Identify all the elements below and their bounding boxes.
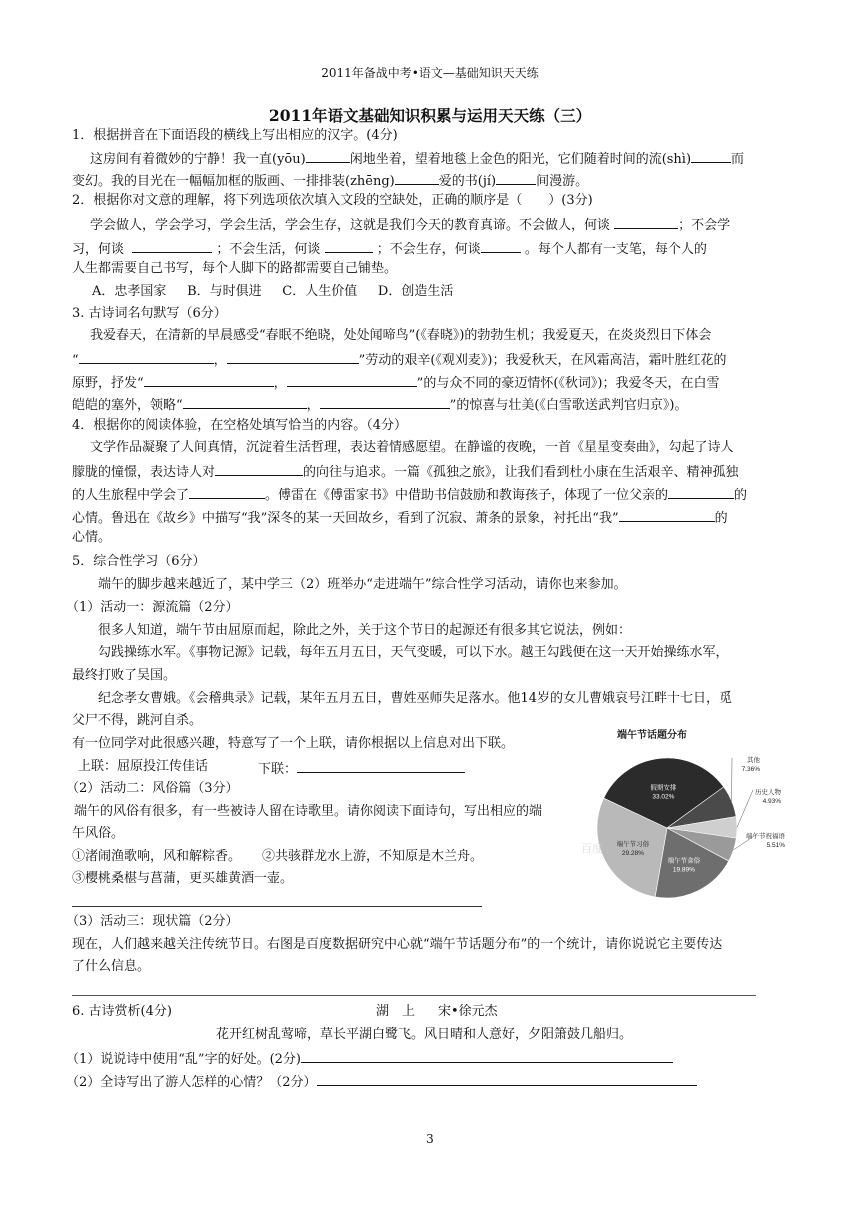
- pie-value-label: 7.36%: [741, 766, 760, 773]
- q2-option-b[interactable]: B．与时俱进: [187, 284, 262, 299]
- q1-blank-shi[interactable]: [691, 149, 731, 163]
- q4-line2: 朦胧的憧憬，表达诗人对 的向往与追求。一篇《孤独之旅》，让我们看到杜小康在生活艰辛、精神孤独: [72, 462, 739, 481]
- q3-blank-5[interactable]: [183, 395, 307, 409]
- q2-blank-4[interactable]: [481, 239, 521, 253]
- q2-blank-3[interactable]: [325, 239, 373, 253]
- q1-blank-you[interactable]: [306, 149, 350, 163]
- pie-label: 假期安排: [650, 784, 677, 792]
- pie-slices: [597, 758, 737, 898]
- q3-blank-2[interactable]: [227, 350, 359, 364]
- q4-line5: 心情。: [72, 530, 112, 545]
- q1-line1: 这房间有着微妙的宁静！我一直(yōu) 闲地坐着，望着地毯上金色的阳光，它们随着时间的流(shì) 而: [90, 149, 744, 168]
- chart-title: 端午节话题分布: [617, 730, 687, 741]
- q5-couplet-up: 上联：屈原投江传佳话: [78, 759, 209, 774]
- q4-heading: 4．根据你的阅读体验，在空格处填写恰当的内容。（4分）: [72, 418, 408, 433]
- chart-watermark: 百度: [581, 843, 603, 855]
- page-number: 3: [426, 1132, 434, 1146]
- pie-label: 端午节食俗: [667, 857, 701, 865]
- q2-option-d[interactable]: D．创造生活: [377, 284, 454, 299]
- q5-a3-para-line2: 了什么信息。: [72, 959, 151, 974]
- q5-couplet-down-blank[interactable]: [297, 759, 465, 773]
- q6-sub1-answer-line[interactable]: [301, 1049, 673, 1063]
- q5-a3-para-line1: 现在，人们越来越关注传统节日。右图是百度数据研究中心就“端午节话题分布”的一个统计，请你说说它主要传达: [72, 937, 723, 952]
- q5-a1-para2-line1: 勾践操练水军。《事物记源》记载，每年五月五日，天气变暖，可以下水。越王勾践便在这一天开始操练水军，: [98, 645, 729, 660]
- q3-heading: 3. 古诗词名句默写（6分）: [72, 306, 227, 321]
- q6-poem-text: 花开红树乱莺啼，草长平湖白鹭飞。风日晴和人意好，夕阳箫鼓几船归。: [216, 1027, 633, 1042]
- q5-intro: 端午的脚步越来越近了，某中学三（2）班举办“走进端午”综合性学习活动，请你也来参加。: [98, 577, 627, 592]
- q3-line1: 我爱春天，在清新的早晨感受“春眠不绝晓，处处闻啼鸟”(《春晓》)的勃勃生机；我爱夏天，在炎炎烈日下体会: [90, 328, 712, 343]
- q3-blank-6[interactable]: [320, 395, 450, 409]
- q4-line1: 文学作品凝聚了人间真情，沉淀着生活哲理，表达着情感愿望。在静谧的夜晚，一首《星星变奏曲》，勾起了诗人: [90, 440, 734, 455]
- q2-blank-2[interactable]: [132, 239, 212, 253]
- q3-blank-1[interactable]: [79, 350, 214, 364]
- q5-a1-para3-line2: 父尸不得，跳河自杀。: [72, 713, 203, 728]
- q6-poem-author: 宋•徐元杰: [438, 1004, 498, 1019]
- q3-blank-3[interactable]: [144, 373, 274, 387]
- q3-line3: 原野，抒发“ ， ”的与众不同的豪迈情怀(《秋词》)；我爱冬天，在白雪: [72, 373, 719, 392]
- topic-distribution-pie-chart: [581, 722, 785, 912]
- pie-value-label: 33.02%: [652, 793, 675, 801]
- pie-label: 历史人物: [755, 789, 781, 796]
- q5-poem-3: ③樱桃桑椹与菖蒲，更买雄黄酒一壶。: [72, 871, 294, 886]
- q4-line3: 的人生旅程中学会了 。傅雷在《傅雷家书》中借助书信鼓励和教诲孩子，体现了一位父亲的 的: [72, 485, 747, 504]
- q6-heading: 6. 古诗赏析(4分): [72, 1004, 172, 1019]
- q2-blank-1[interactable]: [614, 215, 678, 229]
- q5-a2-para-line2: 午风俗。: [72, 826, 125, 841]
- q5-a1-para3-line1: 纪念孝女曹娥。《会稽典录》记载，某年五月五日，曹姓巫师失足落水。他14岁的女儿曹娥哀号江畔十七日，觅: [98, 691, 733, 706]
- q1-heading: 1．根据拼音在下面语段的横线上写出相应的汉字。(4分): [72, 128, 398, 143]
- q1-blank-zheng[interactable]: [395, 171, 439, 185]
- page-title: 2011年语文基础知识积累与运用天天练（三）: [268, 106, 592, 125]
- q2-line3: 人生都需要自己书写，每个人脚下的路都需要自己铺垫。: [72, 261, 398, 276]
- q2-line2: 习，何谈 ；不会生活，何谈 ；不会生存，何谈 。每个人都有一支笔，每个人的: [72, 239, 707, 258]
- q2-line1: 学会做人，学会学习，学会生活，学会生存，这就是我们今天的教育真谛。不会做人，何谈 ；不会学: [90, 215, 730, 234]
- pie-value-label: 4.93%: [762, 798, 781, 805]
- pie-label: 端午节习俗: [616, 840, 650, 848]
- q6-sub2: （2）全诗写出了游人怎样的心情？（2分）: [66, 1072, 697, 1091]
- q3-line2: “ ， ”劳动的艰辛(《观刈麦》)；我爱秋天，在风霜高洁，霜叶胜红花的: [72, 350, 726, 369]
- q5-a1-para1: 很多人知道，端午节由屈原而起，除此之外，关于这个节日的起源还有很多其它说法，例如：: [98, 623, 632, 638]
- q5-activity2-heading: （2）活动二：风俗篇（3分）: [66, 781, 239, 796]
- q4-blank-1[interactable]: [215, 462, 303, 476]
- q4-blank-2[interactable]: [189, 485, 265, 499]
- q2-option-a[interactable]: A．忠孝国家: [92, 284, 167, 299]
- pie-value-label: 19.89%: [672, 866, 695, 874]
- q4-blank-4[interactable]: [619, 508, 715, 522]
- q5-activity3-heading: （3）活动三：现状篇（2分）: [66, 914, 239, 929]
- q5-poem-2: ②共骇群龙水上游，不知原是木兰舟。: [262, 849, 484, 864]
- q5-activity1-heading: （1）活动一：源流篇（2分）: [66, 600, 239, 615]
- q4-blank-3[interactable]: [668, 485, 734, 499]
- pie-value-label: 29.28%: [621, 849, 644, 857]
- q5-a2-answer-line[interactable]: [72, 906, 482, 907]
- q1-line2: 变幻。我的目光在一幅幅加框的版画、一排排装(zhēng) 爱的书(jí) 间漫游。: [72, 171, 588, 190]
- pie-label: 端午节祝福语: [746, 833, 785, 840]
- q5-a1-para2-line2: 最终打败了吴国。: [72, 668, 177, 683]
- q5-poem-1: ①渚闹渔歌响，风和解粽香。: [72, 849, 242, 864]
- q6-poem-title: 湖 上: [376, 1004, 416, 1019]
- q2-option-c[interactable]: C．人生价值: [282, 284, 358, 299]
- q6-sub1: （1）说说诗中使用“乱”字的好处。(2分): [66, 1049, 673, 1068]
- pie-leader-line: [737, 790, 753, 827]
- q5-a1-para4: 有一位同学对此很感兴趣，特意写了一个上联，请你根据以上信息对出下联。: [72, 736, 515, 751]
- q5-couplet-down: 下联：: [258, 759, 465, 778]
- pie-value-label: 5.51%: [766, 842, 785, 849]
- q2-heading: 2．根据你对文意的理解，将下列选项依次填入文段的空缺处，正确的顺序是（ ）(3分): [72, 193, 593, 208]
- q6-sub2-answer-line[interactable]: [317, 1072, 697, 1086]
- q4-line4: 心情。鲁迅在《故乡》中描写“我”深冬的某一天回故乡，看到了沉寂、萧条的景象，衬托出“我” 的: [72, 508, 728, 527]
- q3-blank-4[interactable]: [287, 373, 417, 387]
- q3-line4: 皑皑的塞外，领略“ ， ”的惊喜与壮美(《白雪歌送武判官归京》)。: [72, 395, 687, 414]
- q5-heading: 5．综合性学习（6分）: [72, 554, 206, 569]
- q2-options: [92, 284, 453, 300]
- section-divider: [72, 995, 756, 996]
- page-header: 2011年备战中考•语文—基础知识天天练: [321, 66, 539, 80]
- q1-blank-ji[interactable]: [496, 171, 536, 185]
- q5-a2-para-line1: 端午的风俗有很多，有一些被诗人留在诗歌里。请你阅读下面诗句，写出相应的端: [74, 804, 543, 819]
- pie-label: 其他: [747, 757, 760, 764]
